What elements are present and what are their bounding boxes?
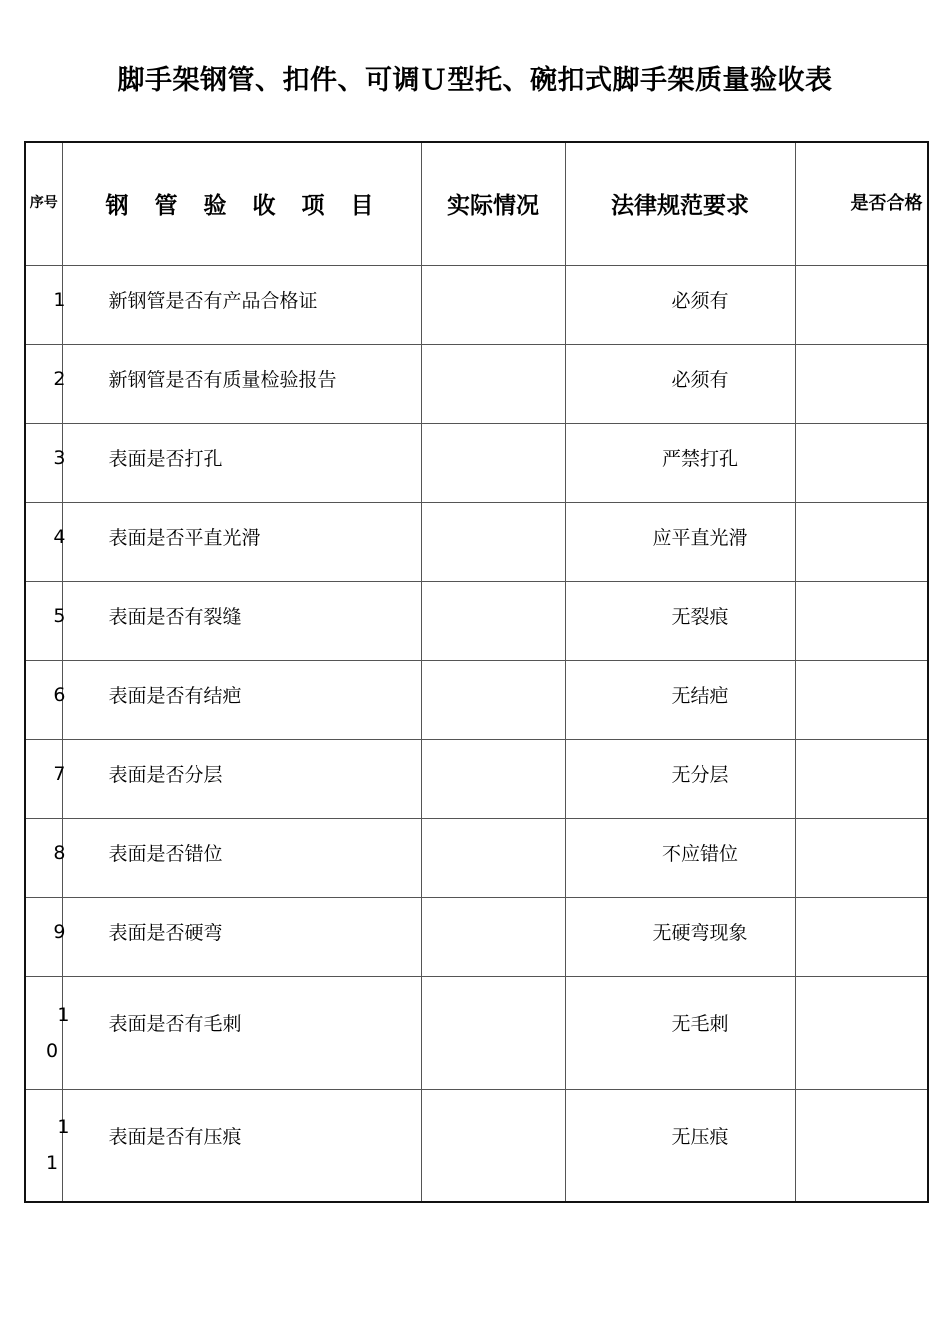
- row-actual[interactable]: [421, 818, 565, 897]
- row-actual[interactable]: [421, 976, 565, 1089]
- header-qualified: 是否合格: [795, 142, 928, 265]
- row-num: 8: [25, 818, 62, 897]
- row-qualified[interactable]: [795, 502, 928, 581]
- row-num: 1 1: [25, 1089, 62, 1202]
- table-row: [25, 739, 928, 818]
- row-num: 1: [25, 265, 62, 344]
- row-qualified[interactable]: [795, 976, 928, 1089]
- row-num: 1 0: [25, 976, 62, 1089]
- row-requirement: 无分层: [565, 739, 795, 818]
- row-actual[interactable]: [421, 581, 565, 660]
- row-num: 2: [25, 344, 62, 423]
- header-requirement: 法律规范要求: [565, 142, 795, 265]
- row-num: 5: [25, 581, 62, 660]
- row-actual[interactable]: [421, 897, 565, 976]
- row-item: 表面是否分层: [62, 739, 421, 818]
- row-qualified[interactable]: [795, 1089, 928, 1202]
- table-row: [25, 660, 928, 739]
- header-item: 钢管验收项目: [62, 142, 421, 265]
- row-requirement: 无毛刺: [565, 976, 795, 1089]
- row-qualified[interactable]: [795, 265, 928, 344]
- row-requirement: 无硬弯现象: [565, 897, 795, 976]
- header-actual: 实际情况: [421, 142, 565, 265]
- table-row: [25, 1089, 928, 1202]
- table-row: [25, 265, 928, 344]
- row-actual[interactable]: [421, 502, 565, 581]
- row-item: 表面是否有裂缝: [62, 581, 421, 660]
- row-requirement: 严禁打孔: [565, 423, 795, 502]
- row-requirement: 应平直光滑: [565, 502, 795, 581]
- row-item: 表面是否有结疤: [62, 660, 421, 739]
- row-item: 表面是否有毛刺: [62, 976, 421, 1089]
- table-row: [25, 344, 928, 423]
- row-actual[interactable]: [421, 265, 565, 344]
- row-actual[interactable]: [421, 1089, 565, 1202]
- row-qualified[interactable]: [795, 581, 928, 660]
- row-actual[interactable]: [421, 344, 565, 423]
- row-item: 表面是否平直光滑: [62, 502, 421, 581]
- row-num: 4: [25, 502, 62, 581]
- header-num: 序号: [25, 142, 62, 265]
- row-num: 6: [25, 660, 62, 739]
- row-requirement: 无裂痕: [565, 581, 795, 660]
- row-num: 9: [25, 897, 62, 976]
- row-requirement: 必须有: [565, 344, 795, 423]
- row-requirement: 必须有: [565, 265, 795, 344]
- row-item: 表面是否错位: [62, 818, 421, 897]
- row-num: 7: [25, 739, 62, 818]
- row-qualified[interactable]: [795, 897, 928, 976]
- row-actual[interactable]: [421, 739, 565, 818]
- inspection-table: [24, 141, 929, 1203]
- page-title: 脚手架钢管、扣件、可调Ｕ型托、碗扣式脚手架质量验收表: [117, 65, 833, 96]
- table-row: [25, 581, 928, 660]
- row-item: 表面是否有压痕: [62, 1089, 421, 1202]
- row-actual[interactable]: [421, 423, 565, 502]
- table-row: [25, 897, 928, 976]
- row-qualified[interactable]: [795, 344, 928, 423]
- table-row: [25, 818, 928, 897]
- row-qualified[interactable]: [795, 739, 928, 818]
- table-row: [25, 502, 928, 581]
- table-row: [25, 976, 928, 1089]
- row-item: 表面是否硬弯: [62, 897, 421, 976]
- table-row: [25, 423, 928, 502]
- row-qualified[interactable]: [795, 423, 928, 502]
- row-actual[interactable]: [421, 660, 565, 739]
- row-qualified[interactable]: [795, 818, 928, 897]
- row-requirement: 不应错位: [565, 818, 795, 897]
- row-requirement: 无结疤: [565, 660, 795, 739]
- row-item: 新钢管是否有质量检验报告: [62, 344, 421, 423]
- row-qualified[interactable]: [795, 660, 928, 739]
- row-item: 表面是否打孔: [62, 423, 421, 502]
- table-header-row: [25, 142, 928, 265]
- row-requirement: 无压痕: [565, 1089, 795, 1202]
- row-num: 3: [25, 423, 62, 502]
- row-item: 新钢管是否有产品合格证: [62, 265, 421, 344]
